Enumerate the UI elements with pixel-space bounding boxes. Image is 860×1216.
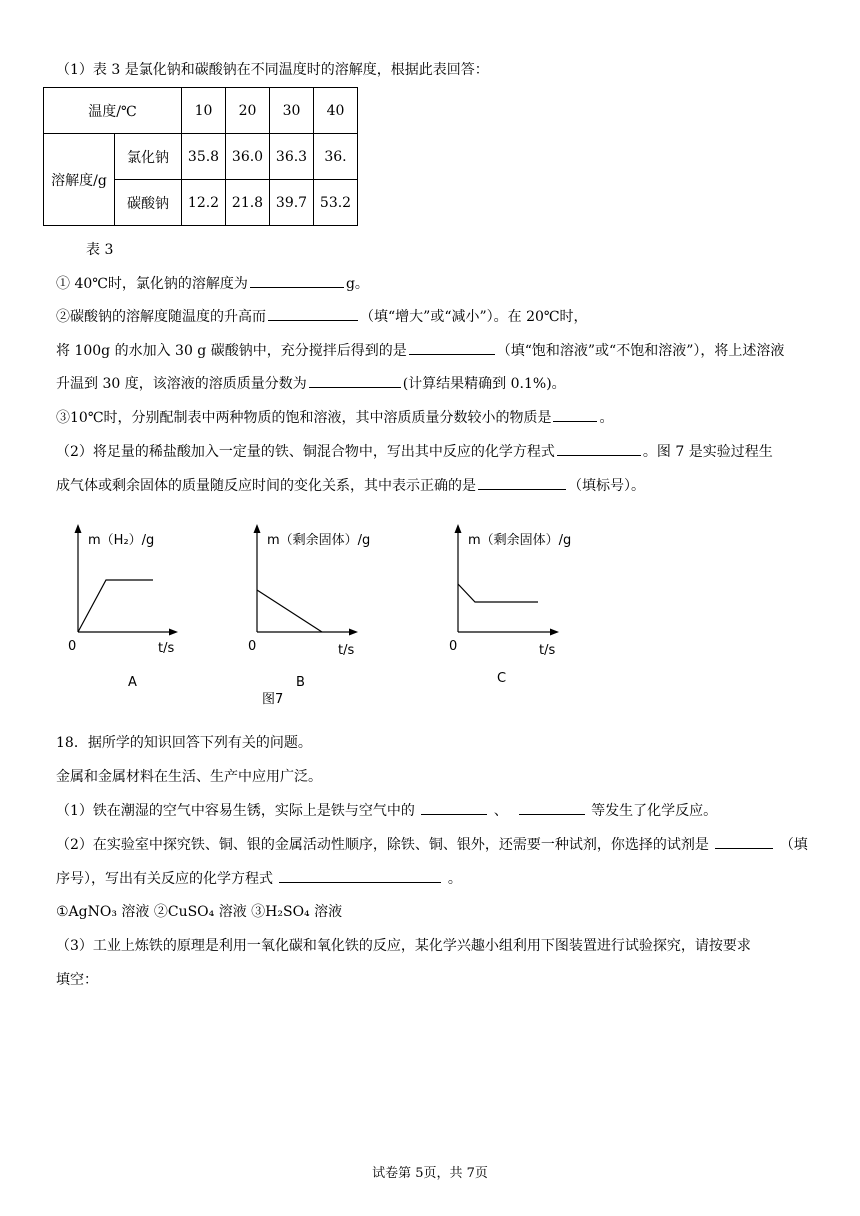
answer-blank[interactable] [309,373,401,388]
answer-blank[interactable] [557,441,641,456]
answer-blank[interactable] [478,475,566,490]
graph-b [240,520,430,700]
answer-blank[interactable] [421,800,487,815]
value-cell: 36. [314,134,358,180]
y-axis-arrow [455,524,462,533]
answer-blank[interactable] [409,340,495,355]
y-axis-arrow [254,524,261,533]
origin-label: 0 [449,639,458,654]
graph-letter: B [296,675,305,690]
value-cell: 36.3 [270,134,314,180]
y-axis-label: m（H₂）/g [88,533,155,548]
table-caption: 表 3 [86,242,114,258]
answer-blank[interactable] [250,273,344,288]
temp-cell: 10 [182,88,226,134]
curve-a [78,580,153,632]
y-axis-label: m（剩余固体）/g [267,533,371,548]
page-footer: 试卷第 5页，共 7页 [372,1166,488,1181]
question-1c: 将 100g 的水加入 30 g 碳酸钠中，充分搅拌后得到的是 （填“饱和溶液”或“不饱和溶液”），将上述溶液 [56,340,784,361]
question-18-2b: 序号），写出有关反应的化学方程式 。 [56,868,462,889]
x-axis-arrow [550,629,559,636]
graph-c-svg [441,520,631,700]
curve-c [458,584,538,602]
x-axis-label: t/s [338,643,355,658]
part2-line2: 成气体或剩余固体的质量随反应时间的变化关系，其中表示正确的是 （填标号）。 [56,475,645,496]
x-axis-arrow [349,629,358,636]
part2-line1: （2）将足量的稀盐酸加入一定量的铁、铜混合物中，写出其中反应的化学方程式 。图 7 是实验过程生 [56,441,773,462]
x-axis-label: t/s [158,641,175,656]
temp-header: 温度/℃ [44,88,182,134]
graph-c [441,520,631,700]
graph-b-svg [240,520,430,700]
value-cell: 21.8 [226,180,270,226]
question-1b: ②碳酸钠的溶解度随温度的升高而 （填“增大”或“减小”）。在 20℃时， [56,306,588,327]
question-18-3b: 填空： [56,972,98,988]
temp-cell: 40 [314,88,358,134]
answer-blank[interactable] [519,800,585,815]
question-1a: ① 40℃时，氯化钠的溶解度为 g。 [56,273,369,294]
solubility-row-label: 溶解度/g [44,134,115,226]
substance-name: 碳酸钠 [115,180,182,226]
curve-b [257,590,322,632]
value-cell: 36.0 [226,134,270,180]
solubility-table [43,87,358,226]
answer-blank[interactable] [268,306,358,321]
temp-cell: 20 [226,88,270,134]
temp-cell: 30 [270,88,314,134]
value-cell: 53.2 [314,180,358,226]
answer-blank[interactable] [553,407,597,422]
question-18-options: ①AgNO₃ 溶液 ②CuSO₄ 溶液 ③H₂SO₄ 溶液 [56,904,343,920]
graph-a [60,520,250,700]
question-18-title: 18．据所学的知识回答下列有关的问题。 [56,735,312,751]
graph-a-svg [60,520,250,700]
graph-letter: C [497,671,507,686]
x-axis-arrow [169,629,178,636]
graph-letter: A [128,675,137,690]
question-18-2a: （2）在实验室中探究铁、铜、银的金属活动性顺序，除铁、铜、银外，还需要一种试剂，你选择的试剂是 （填 [56,834,808,855]
value-cell: 12.2 [182,180,226,226]
question-1d: 升温到 30 度，该溶液的溶质质量分数为 (计算结果精确到 0.1%)。 [56,373,566,394]
value-cell: 39.7 [270,180,314,226]
question-18-1: （1）铁在潮湿的空气中容易生锈，实际上是铁与空气中的 、 等发生了化学反应。 [56,800,717,821]
value-cell: 35.8 [182,134,226,180]
question-1e: ③10℃时，分别配制表中两种物质的饱和溶液，其中溶质质量分数较小的物质是 。 [56,407,613,428]
x-axis-label: t/s [539,643,556,658]
answer-blank[interactable] [715,834,773,849]
question-18-3a: （3）工业上炼铁的原理是利用一氧化碳和氧化铁的反应，某化学兴趣小组利用下图装置进行试验探究，请按要求 [56,938,751,954]
y-axis-arrow [75,524,82,533]
question-18-intro: 金属和金属材料在生活、生产中应用广泛。 [56,769,322,785]
y-axis-label: m（剩余固体）/g [468,533,572,548]
figure-caption: 图7 [262,692,284,707]
origin-label: 0 [248,639,257,654]
origin-label: 0 [68,639,77,654]
answer-blank[interactable] [279,868,441,883]
part1-intro: （1）表 3 是氯化钠和碳酸钠在不同温度时的溶解度，根据此表回答： [56,62,489,78]
substance-name: 氯化钠 [115,134,182,180]
